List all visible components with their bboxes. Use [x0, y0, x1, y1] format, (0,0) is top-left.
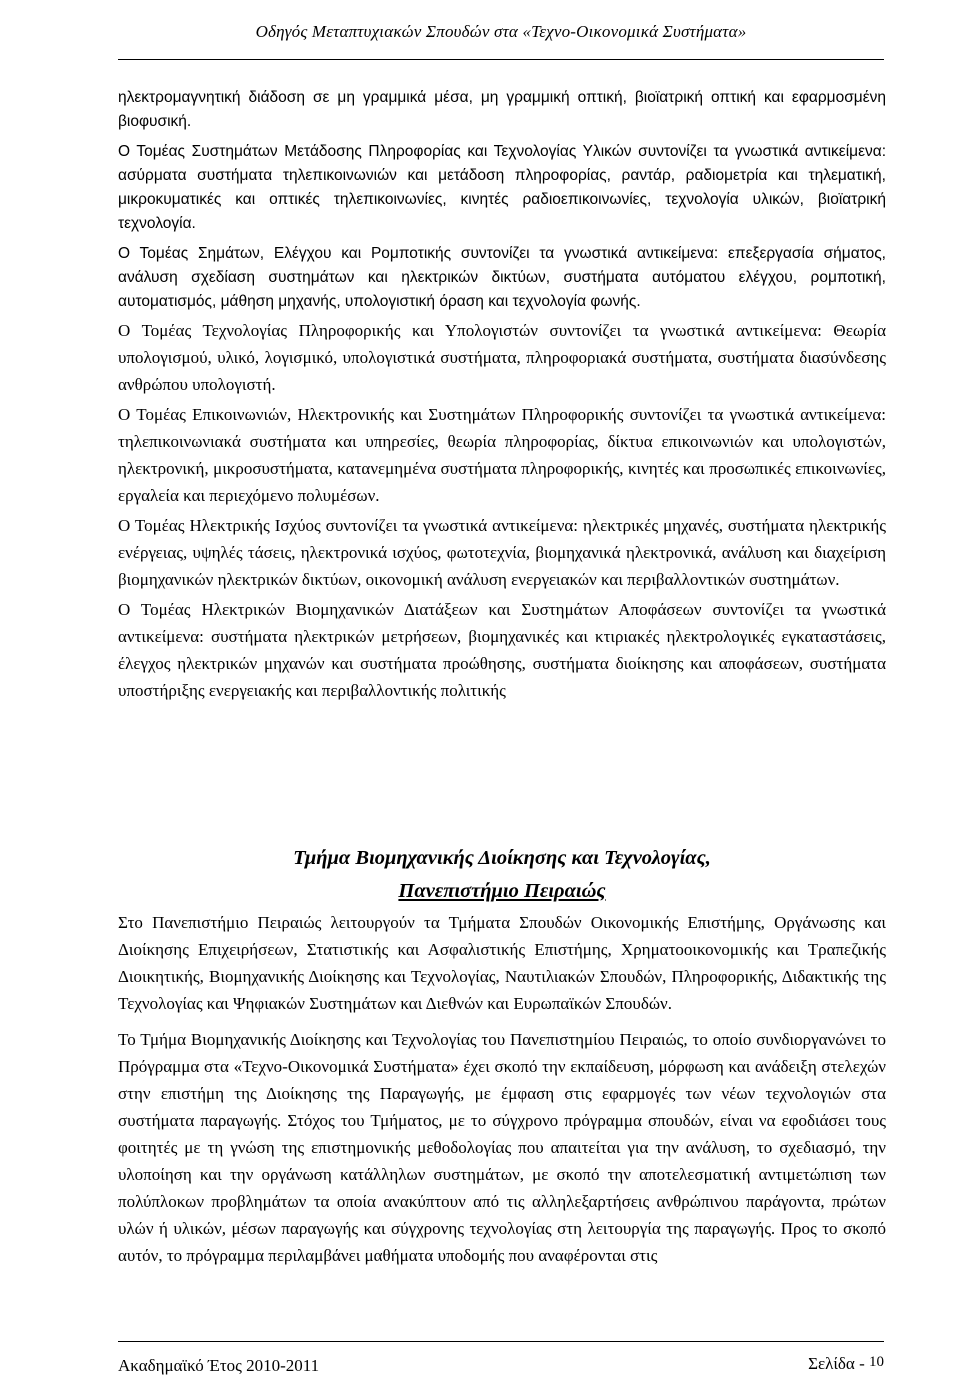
paragraph-department-description: Το Τμήμα Βιομηχανικής Διοίκησης και Τεχνολογίας του Πανεπιστημίου Πειραιώς, το οποίο συνδιοργανώνει το Πρόγραμμα στα «Τεχνο-Οικονομικά Συστήματα» έχει σκοπό την εκπαίδευση, μόρφωση και ανάδειξη στελεχών στην επιστήμη της Διοίκησης της Παραγωγής, με έμφαση στις εφαρμογές των νέων τεχνολογιών στα συστήματα παραγωγής. Στόχος του Τμήματος, με το σύγχρονο πρόγραμμα σπουδών, είναι να εφοδιάσει τους φοιτητές με τη γνώση της επιστημονικής μεθοδολογίας που απαιτείται για την ανάλυση, το σχεδιασμό, την υλοποίηση και την οργάνωση κατάλληλων συστημάτων, με σκοπό την αποτελεσματική αντιμετώπιση των πολύπλοκων προβλημάτων τα οποία ανακύπτουν από τις αλληλεξαρτήσεις ανθρώπινου παράγοντα, πρώτων υλών ή υλικών, μέσων παραγωγής και σύγχρονης τεχνολογίας στη λειτουργία της παραγωγής. Προς το σκοπό αυτόν, το πρόγραμμα περιλαμβάνει μαθήματα υποδομής που αναφέρονται στις: [118, 1030, 886, 1265]
paragraph-sector-power: Ο Τομέας Ηλεκτρικής Ισχύος συντονίζει τα γνωστικά αντικείμενα: ηλεκτρικές μηχανές, συστήματα ηλεκτρικής ενέργειας, υψηλές τάσεις, ηλεκτρονικά ισχύος, φωτοτεχνία, βιομηχανικά ηλεκτρονικά, ανάλυση και διαχείριση βιομηχανικών ηλεκτρικών δικτύων, οικονομική ανάλυση ενεργειακών και περιβαλλοντικών συστημάτων.: [118, 516, 886, 589]
section-body: [118, 906, 886, 1269]
section-heading: [118, 842, 886, 908]
page-number: 10: [869, 1354, 884, 1370]
header-title: Οδηγός Μεταπτυχιακών Σπουδών στα «Τεχνο-Οικονομικά Συστήματα»: [255, 22, 747, 41]
paragraph-sector-comm: Ο Τομέας Επικοινωνιών, Ηλεκτρονικής και Συστημάτων Πληροφορικής συντονίζει τα γνωστικά αντικείμενα: τηλεπικοινωνιακά συστήματα και υπηρεσίες, θεωρία πληροφορίας, δίκτυα επικοινωνιών και υπολογιστών, ηλεκτρονική, μικροσυστήματα, κατανεμημένα συστήματα πληροφορικής, κινητές και προσωπικές επικοινωνίες, εργαλεία και περιεχόμενο πολυμέσων.: [118, 405, 886, 505]
main-content: [118, 86, 886, 704]
paragraph-intro-1: ηλεκτρομαγνητική διάδοση σε μη γραμμικά μέσα, μη γραμμική οπτική, βιοϊατρική οπτική και εφαρμοσμένη βιοφυσική.: [118, 89, 886, 130]
paragraph-intro-3: Ο Τομέας Σημάτων, Ελέγχου και Ρομποτικής συντονίζει τα γνωστικά αντικείμενα: επεξεργασία σήματος, ανάλυση σχεδίαση συστημάτων και ηλεκτρικών δικτύων, συστήματα αυτόματου ελέγχου, ρομποτική, αυτοματισμός, μάθηση μηχανής, υπολογιστική όραση και τεχνολογία φωνής.: [118, 245, 886, 310]
section-title-line-1: Τμήμα Βιομηχανικής Διοίκησης και Τεχνολογίας,: [293, 847, 711, 869]
page-label: Σελίδα -: [808, 1354, 869, 1373]
serif-paragraph-block: [118, 317, 886, 704]
page-header: [118, 8, 884, 60]
paragraph-intro-2: Ο Τομέας Συστημάτων Μετάδοσης Πληροφορίας και Τεχνολογίας Υλικών συντονίζει τα γνωστικά αντικείμενα: ασύρματα συστήματα τηλεπικοινωνιών και μετάδοση πληροφορίας, ραντάρ, ραδιομετρία και τηλεματική, μικροκυματικές και οπτικές τηλεπικοινωνίες, κινητές ραδιοεπικοινωνίες, τεχνολογία υλικών, βιοϊατρική τεχνολογία.: [118, 143, 886, 232]
paragraph-sector-it: Ο Τομέας Τεχνολογίας Πληροφορικής και Υπολογιστών συντονίζει τα γνωστικά αντικείμενα: Θεωρία υπολογισμού, υλικό, λογισμικό, υπολογιστικά συστήματα, πληροφοριακά συστήματα, συστήματα διασύνδεσης ανθρώπου υπολογιστή.: [118, 321, 886, 394]
section-title-line-2: Πανεπιστήμιο Πειραιώς: [398, 880, 606, 902]
academic-year: Ακαδημαϊκό Έτος 2010-2011: [118, 1356, 320, 1375]
page-number-label: [808, 1354, 884, 1374]
page-footer: [118, 1341, 884, 1381]
paragraph-sector-industrial: Ο Τομέας Ηλεκτρικών Βιομηχανικών Διατάξεων και Συστημάτων Αποφάσεων συντονίζει τα γνωστικά αντικείμενα: συστήματα ηλεκτρικών μετρήσεων, βιομηχανικές και κτιριακές ηλεκτρολογικές εγκαταστάσεις, έλεγχος ηλεκτρικών μηχανών και συστήματα προώθησης, συστήματα διοίκησης και αποφάσεων, συστήματα υποστήριξης ενεργειακής και περιβαλλοντικής πολιτικής: [118, 600, 886, 700]
paragraph-university-departments: Στο Πανεπιστήμιο Πειραιώς λειτουργούν τα Τμήματα Σπουδών Οικονομικής Επιστήμης, Οργάνωσης και Διοίκησης Επιχειρήσεων, Στατιστικής και Ασφαλιστικής Επιστήμης, Χρηματοοικονομικής και Τραπεζικής Διοικητικής, Βιομηχανικής Διοίκησης και Τεχνολογίας, Ναυτιλιακών Σπουδών, Πληροφορικής, Διδακτικής της Τεχνολογίας και Ψηφιακών Συστημάτων και Διεθνών και Ευρωπαϊκών Σπουδών.: [118, 913, 886, 1013]
